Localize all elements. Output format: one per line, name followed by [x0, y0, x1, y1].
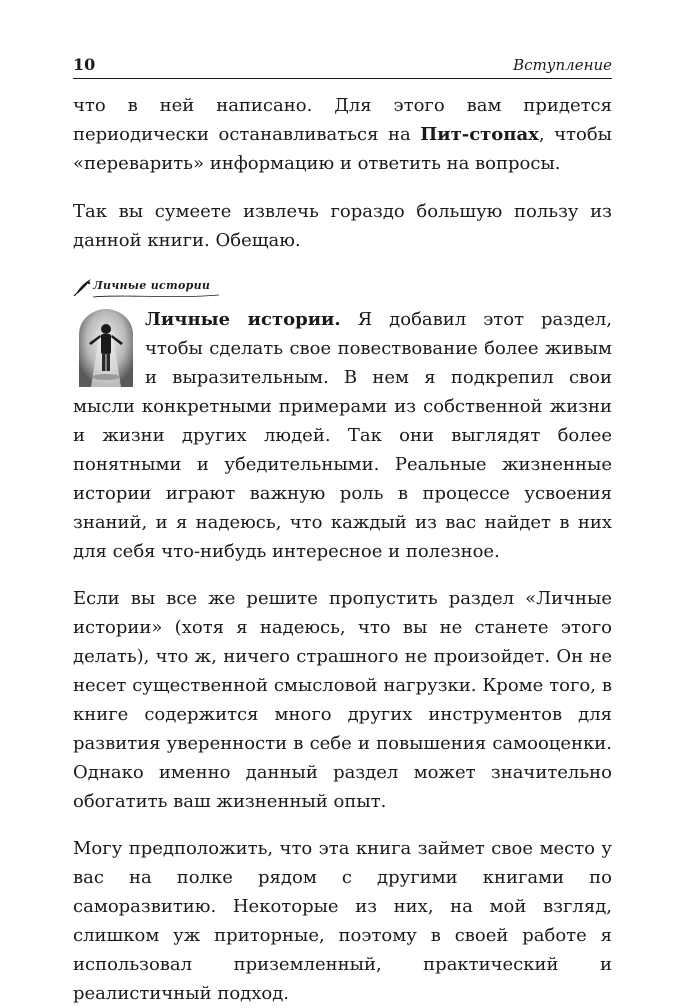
story-block	[73, 305, 612, 566]
page-header	[73, 52, 612, 79]
paragraph-text: Я добавил этот раздел, чтобы сделать свое повествование более живым и выразительным. В нем я подкрепил свои мысли конкретными примерами из собственной жизни и жизни других людей. Так они выглядят более понятными и убедительными. Реальные жизненные истории играют важную роль в процессе усвоения знаний, и я надеюсь, что каждый из вас найдет в них для себя что-нибудь интересное и полезное.	[73, 309, 612, 562]
story-section-heading	[73, 279, 612, 305]
pitstops-term: Пит-стопах	[420, 124, 539, 145]
page-number: 10	[73, 55, 96, 74]
paragraph-skip-section: Если вы все же решите пропустить раздел «Личные истории» (хотя я надеюсь, что вы не станете этого делать), что ж, ничего страшного не произойдет. Он не несет существенной смысловой нагрузки. Кроме того, в книге содержится много других инструментов для развития уверенности в себе и повышения самооценки. Однако именно данный раздел может значительно обогатить ваш жизненный опыт.	[73, 588, 612, 812]
story-script-label: Личные истории	[93, 279, 211, 292]
paragraph-personal-stories	[73, 305, 612, 566]
paragraph-approach: Могу предположить, что эта книга займет свое место у вас на полке рядом с другими книгами по саморазвитию. Некоторые из них, на мой взгляд, слишком уж приторные, поэтому в своей работе я использовал приземленный, практический и реалистичный подход.	[73, 838, 612, 1004]
person-spotlight-icon	[73, 307, 139, 389]
paragraph-text: , чтобы «переварить» информацию и ответить на вопросы.	[73, 124, 612, 174]
running-title: Вступление	[513, 56, 612, 74]
story-lead-term: Личные истории.	[145, 309, 341, 330]
book-page	[73, 52, 612, 1008]
paragraph-text: что в ней написано. Для этого вам придется периодически останавливаться на	[73, 95, 612, 145]
script-underline-icon	[91, 291, 221, 301]
paragraph-promise: Так вы сумеете извлечь гораздо большую пользу из данной книги. Обещаю.	[73, 201, 612, 251]
paragraph-pitstops	[73, 91, 612, 178]
